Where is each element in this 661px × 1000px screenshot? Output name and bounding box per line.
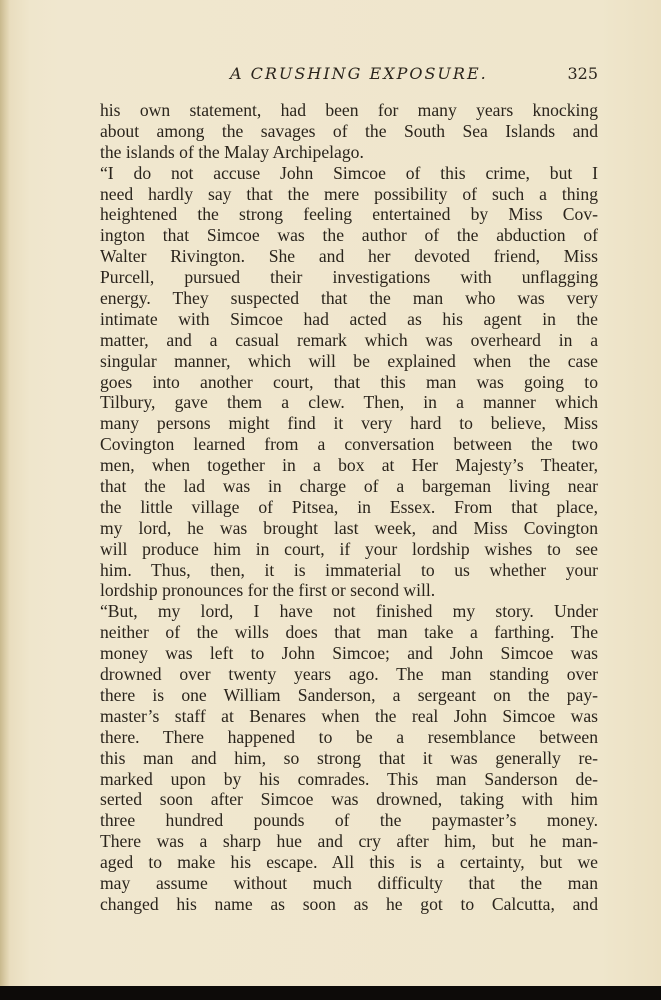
text-line: “I do not accuse John Simcoe of this crime, but I [100,162,598,183]
text-line: changed his name as soon as he got to Calcutta, and [100,893,598,914]
text-line: money was left to John Simcoe; and John Simcoe was [100,643,598,664]
text-line: lordship pronounces for the first or second will. [100,580,436,601]
text-line: serted soon after Simcoe was drowned, taking with him [100,789,598,810]
text-line: goes into another court, that this man was going to [100,371,598,392]
text-line: men, when together in a box at Her Majesty’s Theater, [100,455,598,476]
text-line: intimate with Simcoe had acted as his agent in the [100,308,598,329]
text-line: his own statement, had been for many years knocking [100,100,598,120]
text-line: this man and him, so strong that it was generally re- [100,747,598,768]
text-line: “But, my lord, I have not finished my story. Under [100,601,598,622]
text-line: about among the savages of the South Sea Islands and [100,120,598,141]
text-line: my lord, he was brought last week, and Miss Covington [100,517,598,538]
text-line: singular manner, which will be explained when the case [100,350,598,371]
text-line: Covington learned from a conversation between the two [100,434,598,455]
text-line: neither of the wills does that man take a farthing. The [100,622,598,643]
text-line: Purcell, pursued their investigations with unflagging [100,267,598,288]
page-number: 325 [567,64,598,83]
text-line: There was a sharp hue and cry after him, but he man- [100,831,598,852]
page-gutter [0,0,10,1000]
text-line: that the lad was in charge of a bargeman living near [100,476,598,497]
body-text [100,100,598,915]
text-line: aged to make his escape. All this is a certainty, but we [100,852,598,873]
text-line: there. There happened to be a resemblance between [100,726,598,747]
text-line: there is one William Sanderson, a sergeant on the pay- [100,684,598,705]
text-line: matter, and a casual remark which was overheard in a [100,329,598,350]
text-line: need hardly say that the mere possibility of such a thing [100,183,598,204]
running-title: A CRUSHING EXPOSURE. [230,64,488,83]
text-line: the little village of Pitsea, in Essex. From that place, [100,496,598,517]
text-line: many persons might find it very hard to believe, Miss [100,413,598,434]
text-line: heightened the strong feeling entertained by Miss Cov- [100,204,598,225]
text-line: may assume without much difficulty that the man [100,872,598,893]
scan-bottom-edge [0,986,661,1000]
text-line: master’s staff at Benares when the real John Simcoe was [100,705,598,726]
text-line: ington that Simcoe was the author of the abduction of [100,225,598,246]
text-line: the islands of the Malay Archipelago. [100,141,364,162]
text-line: Tilbury, gave them a clew. Then, in a manner which [100,392,598,413]
text-line: drowned over twenty years ago. The man standing over [100,664,598,685]
text-line: marked upon by his comrades. This man Sanderson de- [100,768,598,789]
text-line: energy. They suspected that the man who was very [100,288,598,309]
text-line: him. Thus, then, it is immaterial to us whether your [100,559,598,580]
text-line: will produce him in court, if your lordship wishes to see [100,538,598,559]
text-line: three hundred pounds of the paymaster’s money. [100,810,598,831]
running-head [100,64,600,88]
text-line: Walter Rivington. She and her devoted friend, Miss [100,246,598,267]
